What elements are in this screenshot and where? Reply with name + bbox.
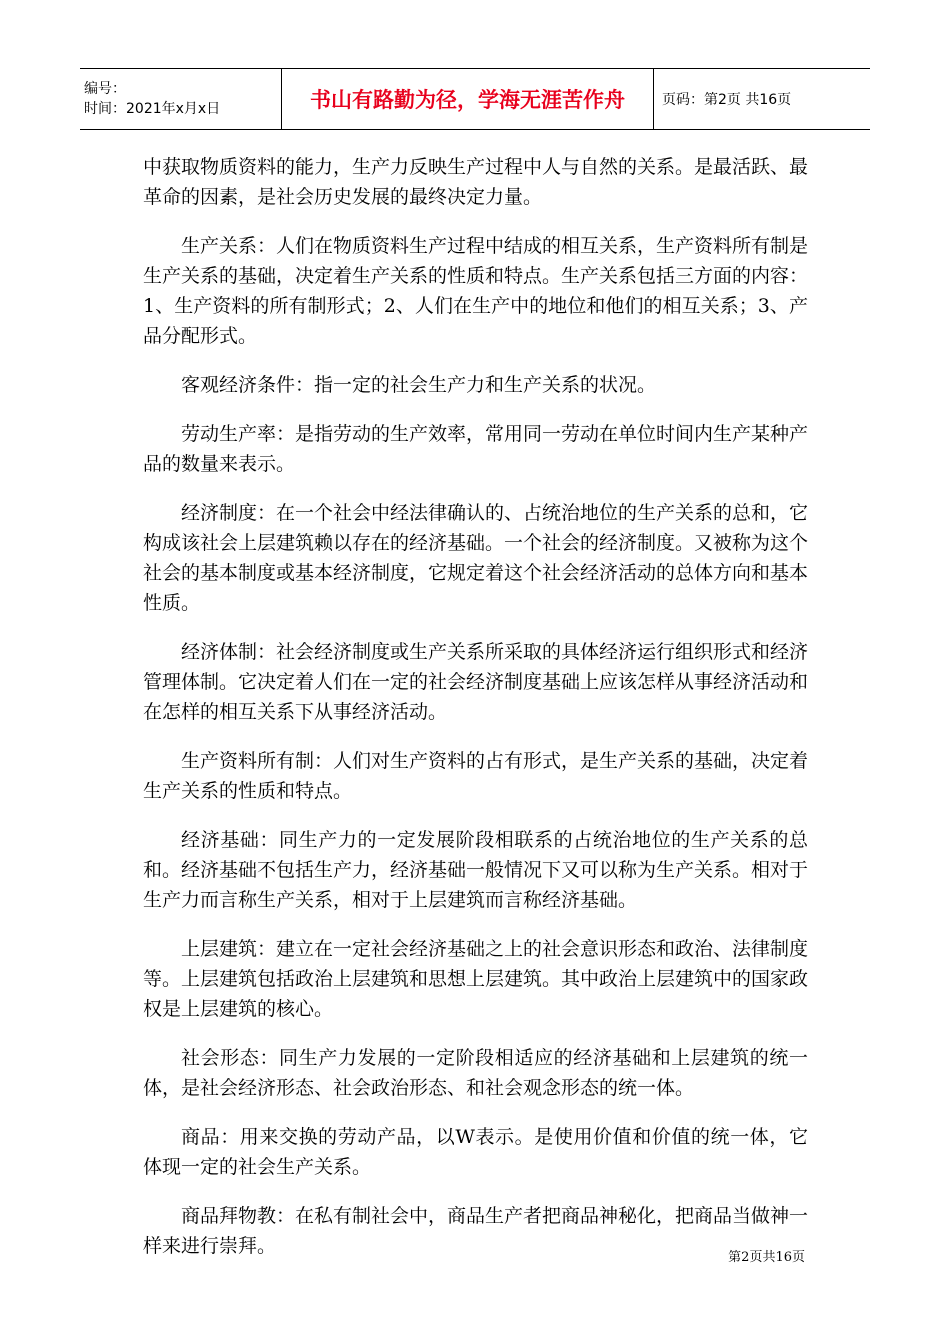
paragraph-economic-system: 经济制度：在一个社会中经法律确认的、占统治地位的生产关系的总和，它构成该社会上层建筑赖以存在的经济基础。一个社会的经济制度。又被称为这个社会的基本制度或基本经济制度，它规定着这个社会经济活动的总体方向和基本性质。 xyxy=(143,502,809,614)
header-motto-cell xyxy=(282,69,654,129)
header-page-number: 页码：第2页 共16页 xyxy=(662,92,792,108)
paragraph-objective-conditions: 客观经济条件：指一定的社会生产力和生产关系的状况。 xyxy=(181,374,657,396)
header-motto: 书山有路勤为径，学海无涯苦作舟 xyxy=(310,88,625,112)
document-time-label: 时间：2021年x月x日 xyxy=(84,101,221,117)
paragraph-commodity: 商品：用来交换的劳动产品，以W表示。是使用价值和价值的统一体，它体现一定的社会生产关系。 xyxy=(143,1126,808,1178)
paragraph-economic-mechanism: 经济体制：社会经济制度或生产关系所采取的具体经济运行组织形式和经济管理体制。它决定着人们在一定的社会经济制度基础上应该怎样从事经济活动和在怎样的相互关系下从事经济活动。 xyxy=(143,641,809,723)
paragraph-superstructure: 上层建筑：建立在一定社会经济基础之上的社会意识形态和政治、法律制度等。上层建筑包括政治上层建筑和思想上层建筑。其中政治上层建筑中的国家政权是上层建筑的核心。 xyxy=(143,938,809,1020)
paragraph-commodity-fetishism: 商品拜物教：在私有制社会中，商品生产者把商品神秘化，把商品当做神一样来进行崇拜。 xyxy=(143,1205,809,1257)
paragraph-production-relations: 生产关系：人们在物质资料生产过程中结成的相互关系，生产资料所有制是生产关系的基础，决定着生产关系的性质和特点。生产关系包括三方面的内容：1、生产资料的所有制形式；2、人们在生产中的地位和他们的相互关系；3、产品分配形式。 xyxy=(143,235,809,347)
page-footer: 第2页共16页 xyxy=(728,1250,805,1265)
document-number-label: 编号： xyxy=(84,81,126,97)
paragraph-social-formation: 社会形态：同生产力发展的一定阶段相适应的经济基础和上层建筑的统一体，是社会经济形态、社会政治形态、和社会观念形态的统一体。 xyxy=(143,1047,808,1099)
paragraph-continuation: 中获取物质资料的能力，生产力反映生产过程中人与自然的关系。是最活跃、最革命的因素，是社会历史发展的最终决定力量。 xyxy=(143,156,809,208)
page-header xyxy=(80,68,870,130)
document-body xyxy=(143,152,808,1280)
paragraph-ownership: 生产资料所有制：人们对生产资料的占有形式，是生产关系的基础，决定着生产关系的性质和特点。 xyxy=(143,750,809,802)
paragraph-labor-productivity: 劳动生产率：是指劳动的生产效率，常用同一劳动在单位时间内生产某种产品的数量来表示。 xyxy=(143,423,809,475)
header-meta xyxy=(80,69,282,129)
header-page-cell xyxy=(654,69,870,129)
paragraph-economic-base: 经济基础：同生产力的一定发展阶段相联系的占统治地位的生产关系的总和。经济基础不包括生产力，经济基础一般情况下又可以称为生产关系。相对于生产力而言称生产关系，相对于上层建筑而言称经济基础。 xyxy=(143,829,809,911)
